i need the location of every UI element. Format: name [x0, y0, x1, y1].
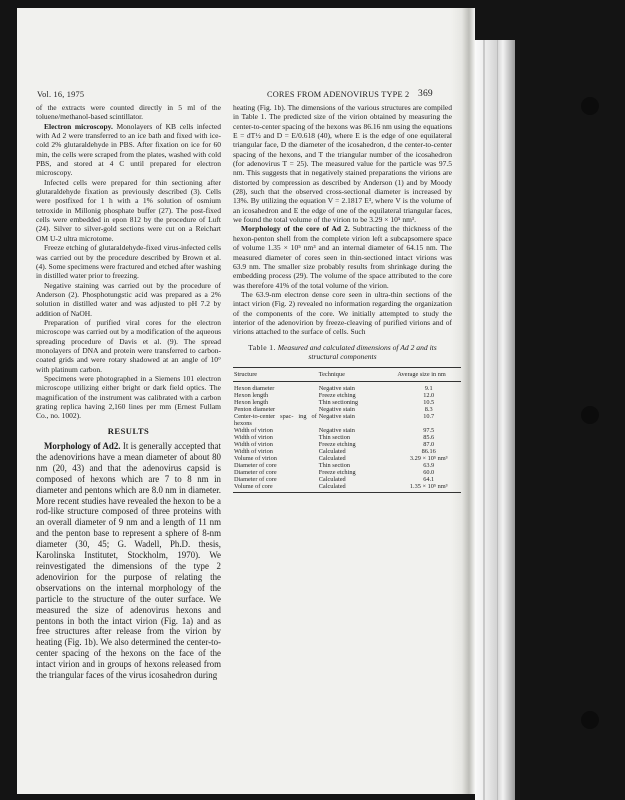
- table-row: [233, 427, 461, 434]
- section-heading: Morphology of the core of Ad 2.: [241, 224, 350, 234]
- table-cell: 60.0: [423, 469, 435, 476]
- table-cell: 63.9: [423, 462, 435, 469]
- section-heading: Electron microscopy.: [44, 121, 113, 131]
- table-header: Technique: [318, 368, 397, 382]
- table-cell: Width of virion: [234, 448, 273, 455]
- table-cell: Hexon length: [234, 392, 269, 399]
- table-cell: Center-to-center spac- ing of hexons: [234, 413, 317, 427]
- table-cell: Volume of virion: [234, 455, 277, 462]
- binder-hole-bottom: [581, 711, 599, 729]
- table-cell: 64.1: [423, 476, 435, 483]
- stacked-page-edges: [475, 40, 515, 800]
- table-cell: Calculated: [318, 455, 346, 462]
- table-cell: 3.29 × 10⁵ nm³: [409, 455, 448, 462]
- table-caption-text: Measured and calculated dimensions of Ad 2 and its structural components: [277, 342, 437, 361]
- section-heading: Morphology of Ad2.: [44, 441, 121, 452]
- table-row: [233, 448, 461, 455]
- table-cell: Freeze etching: [318, 392, 356, 399]
- table-cell: Freeze etching: [318, 469, 356, 476]
- table-cell: Calculated: [318, 476, 346, 483]
- table-cell: Calculated: [318, 483, 397, 493]
- table-row: [233, 392, 461, 399]
- table-cell: Diameter of core: [234, 476, 277, 483]
- paragraph: Preparation of purified viral cores for the electron microscope was carried out by a modification of the aqueous spreading procedure of Davis et al. (9). The spread monolayers of DNA and protein were transferred to carbon-coated grids and were rotary shadowed at an angle of 10° with platinum carbon.: [36, 317, 221, 374]
- page-number: 369: [418, 89, 433, 99]
- table-header: Structure: [233, 368, 318, 382]
- table-cell: Hexon diameter: [234, 385, 275, 392]
- paragraph: The 63.9-nm electron dense core seen in ultra-thin sections of the intact virion (Fig. 2) revealed no information regarding the organization of the components of the core. We initially attempted to study the interior of the adenovirion by freeze-cleaving of purified virions and of virions attached to the surface of cells. Such: [233, 289, 452, 337]
- paragraph: Specimens were photographed in a Siemens 101 electron microscope utilizing either bright or dark field optics. The magnification of the instrument was calibrated with a carbon grating replica having 2,160 lines per mm (Ernest Fullam Co., no. 1002).: [36, 373, 221, 421]
- table-label: Table 1.: [248, 342, 276, 352]
- paragraph: Negative staining was carried out by the procedure of Anderson (2). Phosphotungstic acid was prepared as a 2% solution in distilled water and was adjusted to pH 7.2 by addition of NaOH.: [36, 280, 221, 318]
- running-header-volume: Vol. 16, 1975: [37, 90, 85, 99]
- running-header-title: CORES FROM ADENOVIRUS TYPE 2: [267, 90, 410, 99]
- table-cell: Thin section: [318, 462, 351, 469]
- table-cell: Negative stain: [318, 427, 355, 434]
- table-cell: Freeze etching: [318, 441, 356, 448]
- right-column: [233, 103, 452, 493]
- table-row: [233, 483, 461, 493]
- paragraph: heating (Fig. 1b). The dimensions of the various structures are compiled in Table 1. The predicted size of the virion obtained by measuring the center-to-center spacing of the hexons was 86.16 nm using the equations E = dT½ and D = E/0.618 (40), where E is the edge of one equilateral triangular face, D the diameter of the icosahedron, d the center-to-center spacing of the hexons, and T the triangular number of the icosahedron (for adenovirus T = 25). The measured value for the particle was 97.5 nm. This suggests that in negatively stained preparations the virions are distorted by compression as described by Anderson (1) and by Moody (28), such that the observed cross-sectional diameter is increased by 13%. By utilizing the equation V = 2.1817 E³, where V is the volume of an icosahedron and E the edge of one of the equilateral triangular faces, we found the total volume of the virion to be 3.29 × 10⁵ nm³.: [233, 103, 452, 225]
- table-row: [233, 406, 461, 413]
- table-row: [233, 469, 461, 476]
- table-cell: 86.16: [421, 448, 436, 455]
- paragraph: [233, 224, 452, 289]
- table-header: Average size in nm: [396, 368, 461, 382]
- paragraph: of the extracts were counted directly in 5 ml of the toluene/methanol-based scintillator.: [36, 103, 221, 122]
- table-cell: Volume of core: [233, 483, 318, 493]
- paragraph: [36, 441, 221, 681]
- paragraph-text: Monolayers of KB cells infected with Ad 2 were transferred to an ice bath and fixed with ice-cold 2% glutaraldehyde in PBS. After fixation on ice for 60 min, the cells were scraped from the plates, washed with cold PBS, and stored at 4 C until prepared for electron microscopy.: [36, 121, 222, 178]
- table-cell: Penton diameter: [234, 406, 276, 413]
- table-row: [233, 382, 461, 393]
- paragraph-text: Subtracting the thickness of the hexon-penton shell from the complete virion left a subcapsomere space of volume 1.35 × 10⁵ nm³ and an internal diameter of 64.15 nm. The measured diameter of cores seen in thin-sectioned intact virions was 63.9 nm. The smaller size probably results from shrinkage during the embedding process (29). The volume of the space attributed to the core was therefore 41% of the total volume of the virion.: [233, 224, 452, 290]
- paragraph-text: It is generally accepted that the adenovirions have a mean diameter of about 80 nm (20, 43) and that the adenovirus capsid is composed of hexons which are 7 to 8 nm in diameter and pentons which are 8.0 nm in diameter. More recent studies have revealed the hexon to be a rod-like structure composed of three proteins with an overall diameter of 9 nm and a length of 11 nm and the penton base to represent a sphere of 8-nm diameter (30, 45; G. Wadell, Ph.D. thesis, Karolinska Institutet, Stockholm, 1970). We reinvestigated the dimensions of the type 2 adenovirion for the purpose of relating the observations on the internal morphology of the particle to the structure of the outer surface. We measured the size of adenovirus hexons and pentons in both the intact virion (Fig. 1a) and as free structures after release from the virion by heating (Fig. 1b). We also determined the center-to-center spacing of the hexons on the face of the intact virion and in groups of hexons released from the triangular faces of the virus icosahedron during: [36, 441, 222, 681]
- table-row: [233, 413, 461, 427]
- table-cell: Width of virion: [234, 441, 273, 448]
- table-cell: Negative stain: [318, 385, 355, 392]
- table-cell: 12.0: [423, 392, 435, 399]
- dimensions-table: [233, 367, 461, 493]
- binder-hole-top: [581, 97, 599, 115]
- table-cell: 85.6: [423, 434, 435, 441]
- table-cell: 1.35 × 10⁵ nm³: [396, 483, 461, 493]
- table-row: [233, 476, 461, 483]
- table-row: [233, 455, 461, 462]
- table-caption: [233, 343, 452, 361]
- table-cell: Calculated: [318, 448, 346, 455]
- table-row: [233, 434, 461, 441]
- table-cell: Diameter of core: [234, 469, 277, 476]
- table-cell: 9.1: [424, 385, 433, 392]
- table-cell: Thin sectioning: [318, 399, 359, 406]
- table-cell: Negative stain: [318, 406, 355, 413]
- table-cell: 10.7: [423, 413, 435, 420]
- table-row: [233, 462, 461, 469]
- table-cell: Width of virion: [234, 434, 273, 441]
- results-heading: RESULTS: [107, 425, 150, 436]
- paragraph: Infected cells were prepared for thin sectioning after glutaraldehyde fixation as previously described (3). Cells were postfixed for 1 h with a 1% solution of osmium tetroxide in Millonig phosphate buffer (27). The post-fixed cells were embedded in epon 812 by the procedure of Luft (24). Silver to silver-gold sections were cut on a Reichart OM U-2 ultra microtome.: [36, 177, 221, 243]
- table-cell: Negative stain: [318, 413, 355, 420]
- table-cell: 8.3: [424, 406, 433, 413]
- table-cell: 10.5: [423, 399, 435, 406]
- left-column: [36, 103, 221, 681]
- table-cell: 87.0: [423, 441, 435, 448]
- table-cell: Width of virion: [234, 427, 273, 434]
- table-cell: Thin section: [318, 434, 351, 441]
- table-row: [233, 399, 461, 406]
- binder-hole-middle: [581, 406, 599, 424]
- table-cell: 97.5: [423, 427, 435, 434]
- table-cell: Diameter of core: [234, 462, 277, 469]
- paragraph: [36, 122, 221, 178]
- paragraph: Freeze etching of glutaraldehyde-fixed virus-infected cells was carried out by the procedure described by Brown et al. (4). Some specimens were fractured and etched after washing in distilled water prior to freezing.: [36, 243, 221, 281]
- table-cell: Hexon length: [234, 399, 269, 406]
- table-row: [233, 441, 461, 448]
